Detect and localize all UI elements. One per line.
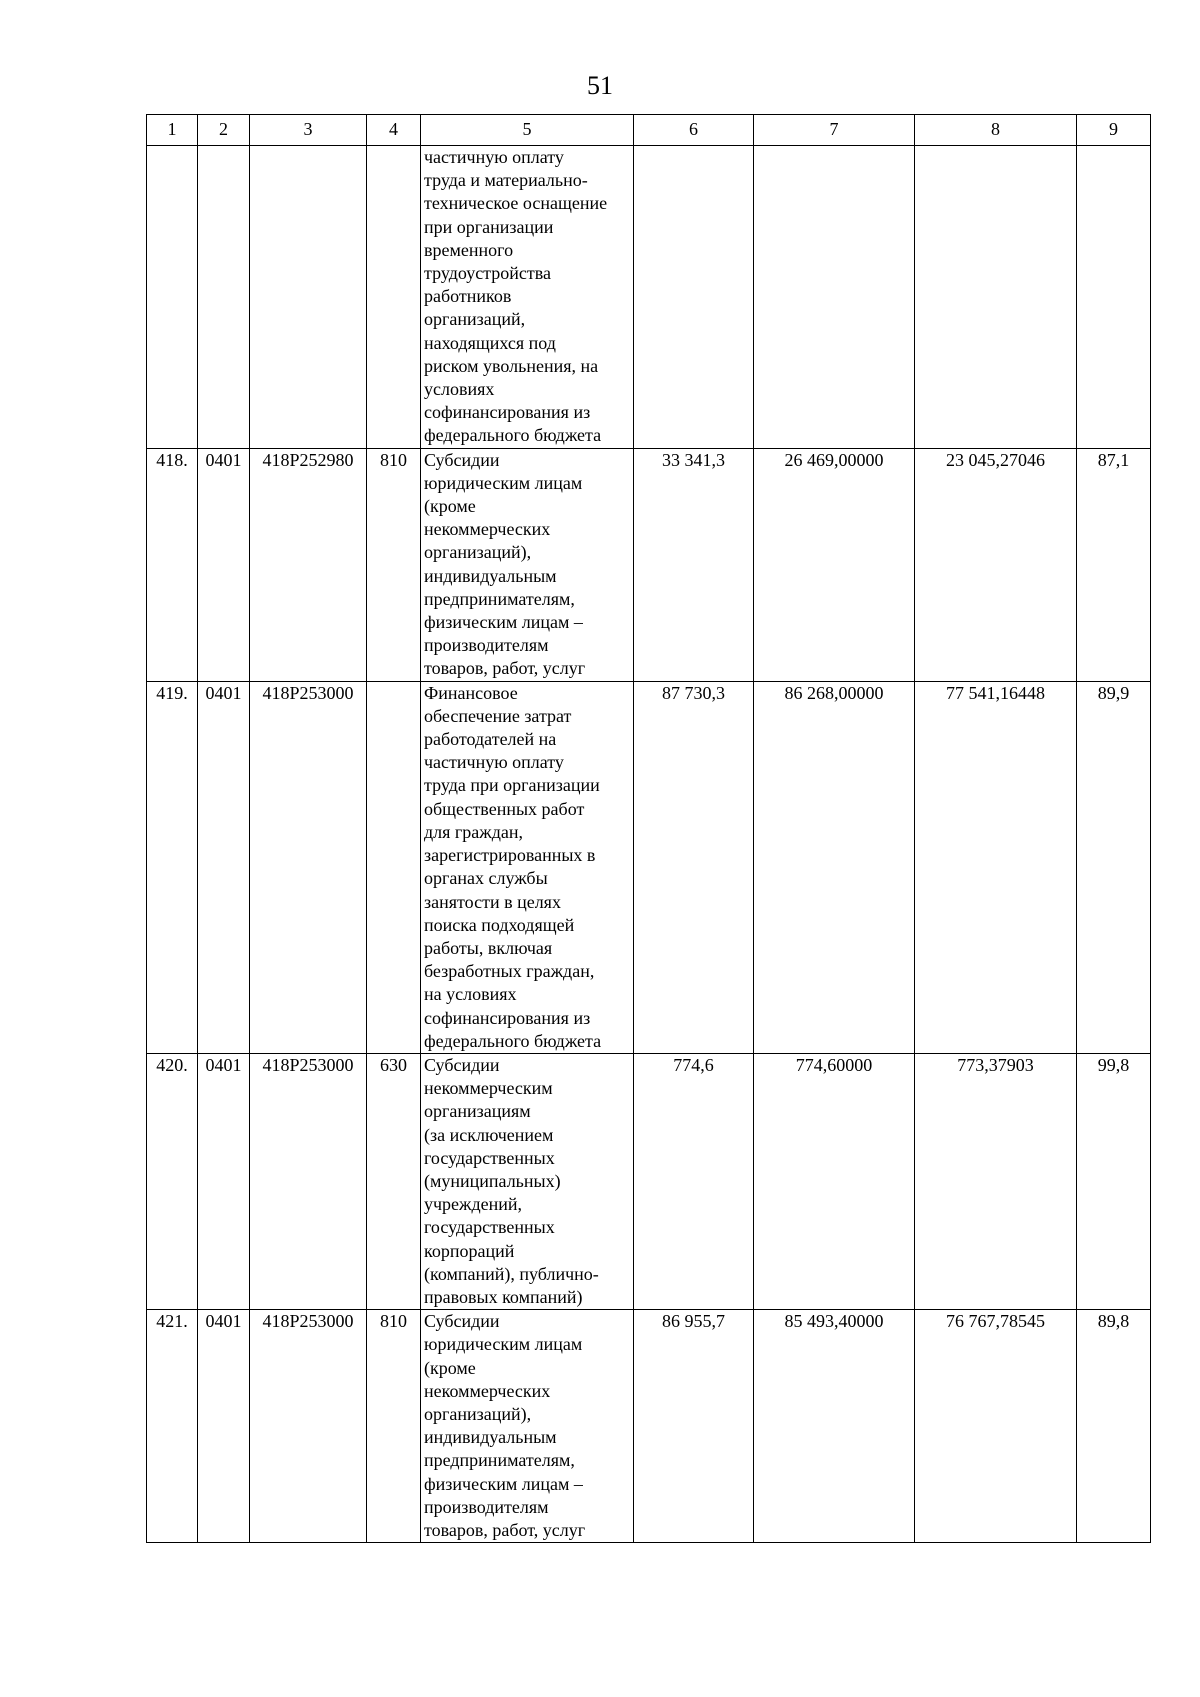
row-number-cell: 421. [147, 1310, 198, 1543]
description-line: на условиях [424, 984, 517, 1005]
executed-amount-cell: 773,37903 [915, 1053, 1077, 1309]
description-line: занятости в целях [424, 891, 561, 912]
row-number-cell: 420. [147, 1053, 198, 1309]
description-line: (компаний), публично- [424, 1263, 599, 1284]
description-line: находящихся под [424, 332, 556, 353]
description-line: Субсидии [424, 449, 500, 470]
description-line: индивидуальным [424, 565, 557, 586]
description-line: (кроме [424, 496, 476, 517]
description-line: работы, включая [424, 937, 553, 958]
expense-type-cell: 810 [367, 448, 421, 681]
target-article-cell: 418P252980 [250, 448, 367, 681]
table-row [147, 448, 1151, 681]
description-line: органах службы [424, 868, 548, 889]
section-code-cell: 0401 [198, 1310, 250, 1543]
description-line: товаров, работ, услуг [424, 1519, 586, 1540]
description-line: правовых компаний) [424, 1286, 583, 1307]
section-code-cell: 0401 [198, 681, 250, 1053]
description-line: производителям [424, 1496, 549, 1517]
column-header: 1 [147, 115, 198, 146]
description-line: организациям [424, 1101, 531, 1122]
expense-type-cell [367, 146, 421, 449]
budget-table [146, 114, 1151, 1543]
description-line: физическим лицам – [424, 1473, 583, 1494]
description-line: труда и материально- [424, 170, 588, 191]
target-article-cell: 418P253000 [250, 1310, 367, 1543]
description-line: некоммерческим [424, 1078, 553, 1099]
row-number-cell: 418. [147, 448, 198, 681]
target-article-cell: 418P253000 [250, 681, 367, 1053]
description-line: трудоустройства [424, 263, 552, 284]
executed-amount-cell: 76 767,78545 [915, 1310, 1077, 1543]
description-line: временного [424, 239, 514, 260]
description-line: учреждений, [424, 1194, 523, 1215]
description-line: предпринимателям, [424, 1450, 575, 1471]
description-line: юридическим лицам [424, 472, 583, 493]
description-cell [421, 1310, 634, 1543]
percent-cell: 87,1 [1077, 448, 1151, 681]
refined-amount-cell: 26 469,00000 [754, 448, 915, 681]
description-line: (кроме [424, 1357, 476, 1378]
description-line: софинансирования из [424, 402, 591, 423]
description-line: (муниципальных) [424, 1170, 561, 1191]
description-line: государственных [424, 1217, 555, 1238]
column-header: 9 [1077, 115, 1151, 146]
expense-type-cell: 810 [367, 1310, 421, 1543]
description-line: работодателей на [424, 729, 557, 750]
description-line: индивидуальным [424, 1427, 557, 1448]
approved-amount-cell: 774,6 [634, 1053, 754, 1309]
description-line: Финансовое [424, 682, 518, 703]
description-cell [421, 681, 634, 1053]
description-line: организаций, [424, 309, 526, 330]
description-line: безработных граждан, [424, 961, 595, 982]
percent-cell [1077, 146, 1151, 449]
description-line: техническое оснащение [424, 193, 608, 214]
column-header: 2 [198, 115, 250, 146]
description-cell [421, 1053, 634, 1309]
executed-amount-cell: 77 541,16448 [915, 681, 1077, 1053]
column-header: 7 [754, 115, 915, 146]
description-line: Субсидии [424, 1311, 500, 1332]
section-code-cell [198, 146, 250, 449]
description-line: государственных [424, 1147, 555, 1168]
description-line: частичную оплату [424, 752, 564, 773]
executed-amount-cell [915, 146, 1077, 449]
description-line: зарегистрированных в [424, 845, 596, 866]
refined-amount-cell [754, 146, 915, 449]
description-cell [421, 146, 634, 449]
description-line: федерального бюджета [424, 425, 602, 446]
expense-type-cell [367, 681, 421, 1053]
description-line: физическим лицам – [424, 612, 583, 633]
target-article-cell [250, 146, 367, 449]
expense-type-cell: 630 [367, 1053, 421, 1309]
refined-amount-cell: 774,60000 [754, 1053, 915, 1309]
description-line: общественных работ [424, 798, 585, 819]
column-header: 8 [915, 115, 1077, 146]
percent-cell: 89,9 [1077, 681, 1151, 1053]
description-cell [421, 448, 634, 681]
section-code-cell: 0401 [198, 1053, 250, 1309]
target-article-cell: 418P253000 [250, 1053, 367, 1309]
column-header: 3 [250, 115, 367, 146]
table-row [147, 681, 1151, 1053]
description-line: обеспечение затрат [424, 705, 572, 726]
table-header-row [147, 115, 1151, 146]
executed-amount-cell: 23 045,27046 [915, 448, 1077, 681]
description-line: при организации [424, 216, 554, 237]
approved-amount-cell: 86 955,7 [634, 1310, 754, 1543]
description-line: (за исключением [424, 1124, 554, 1145]
description-line: федерального бюджета [424, 1030, 602, 1051]
description-line: некоммерческих [424, 519, 551, 540]
description-line: товаров, работ, услуг [424, 658, 586, 679]
description-line: корпораций [424, 1240, 515, 1261]
description-line: юридическим лицам [424, 1334, 583, 1355]
approved-amount-cell: 87 730,3 [634, 681, 754, 1053]
description-line: частичную оплату [424, 147, 564, 167]
table-row [147, 1310, 1151, 1543]
approved-amount-cell [634, 146, 754, 449]
approved-amount-cell: 33 341,3 [634, 448, 754, 681]
table-body [147, 146, 1151, 1543]
column-header: 5 [421, 115, 634, 146]
section-code-cell: 0401 [198, 448, 250, 681]
row-number-cell [147, 146, 198, 449]
description-line: некоммерческих [424, 1380, 551, 1401]
description-line: риском увольнения, на [424, 355, 599, 376]
row-number-cell: 419. [147, 681, 198, 1053]
column-header: 6 [634, 115, 754, 146]
description-line: организаций), [424, 542, 532, 563]
percent-cell: 99,8 [1077, 1053, 1151, 1309]
description-line: софинансирования из [424, 1007, 591, 1028]
refined-amount-cell: 86 268,00000 [754, 681, 915, 1053]
column-header: 4 [367, 115, 421, 146]
description-line: поиска подходящей [424, 914, 575, 935]
description-line: производителям [424, 635, 549, 656]
refined-amount-cell: 85 493,40000 [754, 1310, 915, 1543]
percent-cell: 89,8 [1077, 1310, 1151, 1543]
description-line: организаций), [424, 1403, 532, 1424]
description-line: предпринимателям, [424, 588, 575, 609]
description-line: работников [424, 286, 512, 307]
table-row [147, 146, 1151, 449]
description-line: условиях [424, 379, 495, 400]
page-number: 51 [587, 71, 613, 100]
table-row [147, 1053, 1151, 1309]
description-line: Субсидии [424, 1054, 500, 1075]
description-line: труда при организации [424, 775, 600, 796]
description-line: для граждан, [424, 821, 524, 842]
